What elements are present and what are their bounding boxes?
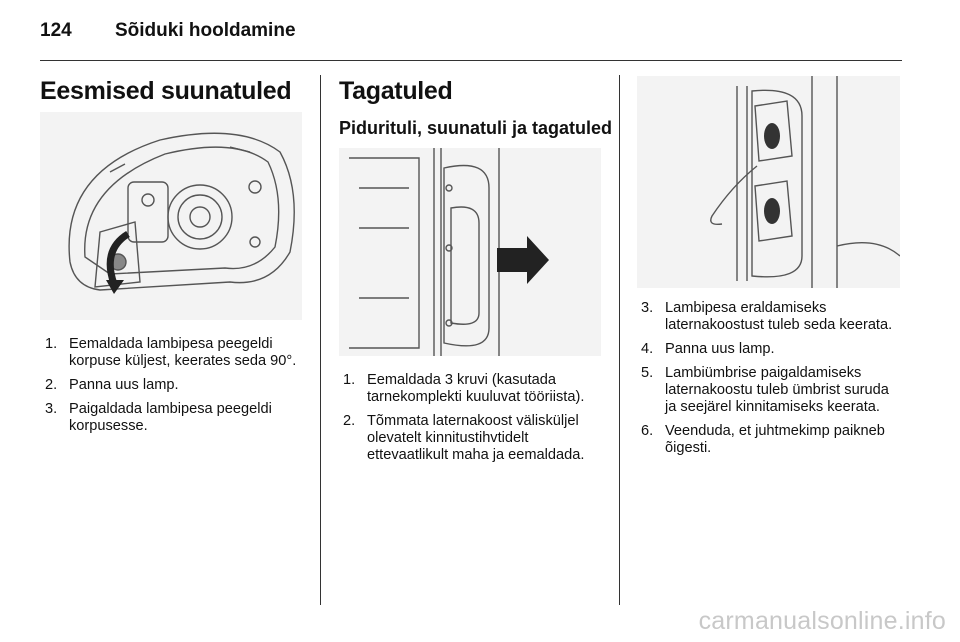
column-divider-1 [320, 75, 321, 605]
tail-lamp-steps-1 [343, 372, 609, 471]
section-heading-tail-lights: Tagatuled [339, 77, 453, 105]
watermark: carmanualsonline.info [698, 607, 946, 635]
tail-lamp-steps-2 [641, 300, 903, 464]
list-item: 2. Tõmmata laternakoost välisküljel olevatelt kinnitustihvtidelt ettevaatlikult maha ja eemaldada. [343, 413, 585, 463]
list-item: 2. Panna uus lamp. [45, 377, 179, 393]
subheading-brake-indicator-tail: Piduritul​i, suunatuli ja tagatuled [339, 118, 613, 138]
page-header [40, 20, 296, 46]
list-item: 3. Lambipesa eraldamiseks laternakoostust tuleb seda keerata. [641, 300, 893, 333]
column-divider-2 [619, 75, 620, 605]
figure-tail-lamp-bulbs [637, 76, 900, 288]
figure-front-headlamp [40, 112, 302, 320]
list-item: 6. Veenduda, et juhtmekimp paikneb õigesti. [641, 423, 885, 456]
figure-tail-lamp-removal [339, 148, 601, 356]
list-item: 3. Paigaldada lambipesa peegeldi korpusesse. [45, 401, 272, 434]
page-number: 124 [40, 20, 72, 41]
headlamp-illustration [40, 112, 302, 320]
section-heading-front-indicators: Eesmised suunatuled [40, 77, 292, 105]
list-item: 1. Eemaldada 3 kruvi (kasutada tarnekomplekti kuuluvat tööriista). [343, 372, 585, 405]
list-item: 4. Panna uus lamp. [641, 341, 775, 357]
list-item: 1. Eemaldada lambipesa peegeldi korpuse küljest, keerates seda 90°. [45, 336, 297, 369]
tail-lamp-illustration [339, 148, 601, 356]
list-item: 5. Lambiümbrise paigaldamiseks laternakoostu tuleb ümbrist suruda ja seejärel kinnitamiseks keerata. [641, 365, 889, 415]
header-rule [40, 60, 902, 61]
front-indicator-steps [45, 336, 305, 442]
bulb-holder-illustration [637, 76, 900, 288]
chapter-title: Sõiduki hooldamine [115, 20, 296, 41]
